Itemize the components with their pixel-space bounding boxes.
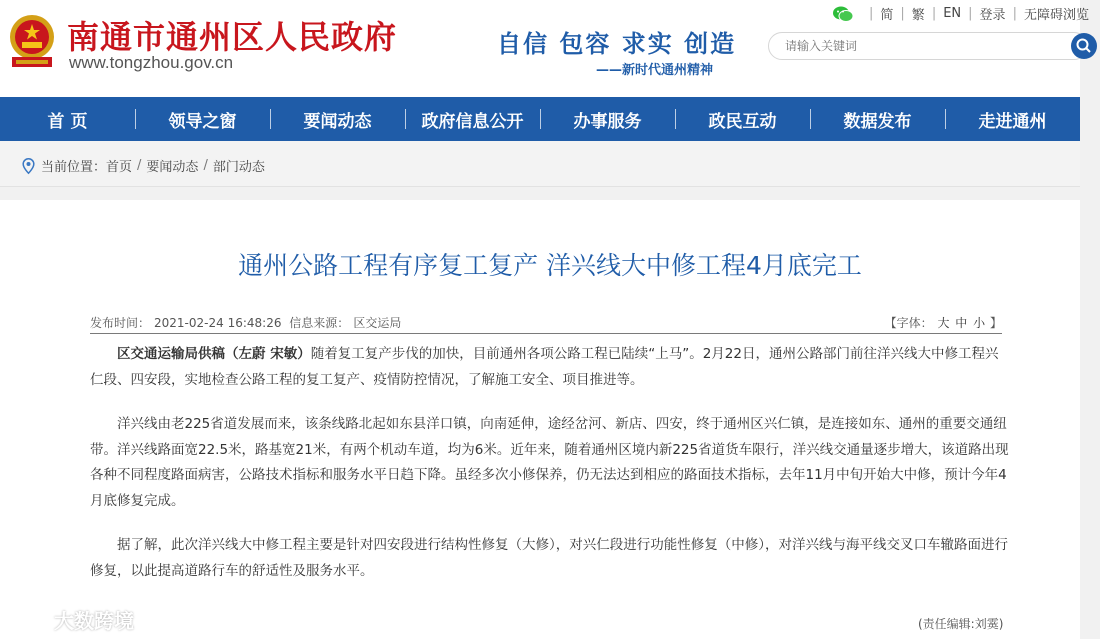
breadcrumb-separator: / <box>137 158 142 173</box>
nav-item-interaction[interactable]: 政民互动 <box>675 97 810 141</box>
login-link[interactable]: 登录 <box>979 8 1006 23</box>
font-size-close: 】 <box>989 316 1002 330</box>
font-size-large[interactable]: 大 <box>937 316 950 330</box>
font-size-small[interactable]: 小 <box>973 316 986 330</box>
site-name[interactable]: 南通市通州区人民政府 <box>67 18 398 56</box>
responsible-editor: (责任编辑:刘霙) <box>918 617 1004 631</box>
article-paragraph <box>90 342 1010 393</box>
top-links <box>832 4 1089 23</box>
font-size-label: 【字体： <box>884 316 933 330</box>
nav-item-services[interactable]: 办事服务 <box>540 97 675 141</box>
article-lead-byline: 区交通运输局供稿（左蔚 宋敏） <box>117 346 311 362</box>
search-button[interactable] <box>1071 33 1097 59</box>
top-link-separator: | <box>1012 6 1017 21</box>
accessibility-link[interactable]: 无障碍浏览 <box>1023 8 1089 23</box>
traditional-chinese-link[interactable]: 繁 <box>911 8 925 23</box>
search-icon <box>1071 33 1097 59</box>
article-title: 通州公路工程有序复工复产 洋兴线大中修工程4月底完工 <box>238 251 862 280</box>
english-link[interactable]: EN <box>943 6 962 21</box>
breadcrumb-department-news[interactable]: 部门动态 <box>212 160 265 175</box>
nav-item-gov-info[interactable]: 政府信息公开 <box>405 97 540 141</box>
source-value: 区交运局 <box>353 316 402 330</box>
site-header <box>0 0 1089 97</box>
nav-item-data[interactable]: 数据发布 <box>810 97 945 141</box>
location-pin-icon <box>22 158 35 174</box>
slogan-subtitle: ——新时代通州精神 <box>596 63 714 78</box>
nav-item-about[interactable]: 走进通州 <box>945 97 1080 141</box>
font-size-medium[interactable]: 中 <box>955 316 968 330</box>
watermark-text: 大数跨境 <box>54 609 134 633</box>
breadcrumb-separator: / <box>203 158 208 173</box>
article-paragraph-text: 随着复工复产步伐的加快，目前通州各项公路工程已陆续“上马”。2月22日，通州公路部门前往洋兴线大中修工程兴仁段、四安段，实地检查公路工程的复工复产、疫情防控情况，了解施工安全、项目推进等。 <box>90 346 999 388</box>
font-size-control <box>885 314 1002 331</box>
breadcrumb-news[interactable]: 要闻动态 <box>146 160 199 175</box>
simplified-chinese-link[interactable]: 简 <box>880 8 894 23</box>
published-label: 发布时间： <box>90 316 151 330</box>
nav-item-leaders[interactable]: 领导之窗 <box>135 97 270 141</box>
search-input[interactable] <box>769 33 1049 59</box>
top-link-separator: | <box>869 6 874 21</box>
published-time: 2021-02-24 16:48:26 <box>154 316 282 330</box>
breadcrumb <box>22 156 265 175</box>
national-emblem-icon <box>6 13 58 71</box>
article-paragraph: 洋兴线由老225省道发展而来，该条线路北起如东县洋口镇，向南延伸，途经岔河、新店、四安，终于通州区兴仁镇，是连接如东、通州的重要交通纽带。洋兴线路面宽22.5米，路基宽21米，有两个机动车道，均为6米。近年来，随着通州区境内新225省道货车限行，洋兴线交通量逐步增大，该道路出现各种不同程度路面病害，公路技术指标和服务水平日趋下降。虽经多次小修保养，仍无法达到相应的路面技术指标，去年11月中旬开始大中修，预计今年4月底修复完成。 <box>90 416 1009 509</box>
article-paragraph: 据了解，此次洋兴线大中修工程主要是针对四安段进行结构性修复（大修），对兴仁段进行功能性修复（中修），对洋兴线与海平线交叉口车辙路面进行修复，以此提高道路行车的舒适性及服务水平。 <box>90 537 1008 579</box>
top-link-separator: | <box>968 6 973 21</box>
nav-item-news[interactable]: 要闻动态 <box>270 97 405 141</box>
watermark <box>8 605 134 634</box>
source-label: 信息来源： <box>289 316 350 330</box>
site-url: www.tongzhou.gov.cn <box>69 53 234 72</box>
watermark-logo-icon <box>8 607 50 633</box>
article-meta <box>90 314 1002 334</box>
article-body <box>90 342 1010 603</box>
wechat-icon[interactable] <box>832 5 854 23</box>
main-nav <box>0 97 1080 141</box>
article <box>0 200 1080 639</box>
search-box <box>768 32 1088 60</box>
breadcrumb-home[interactable]: 首页 <box>106 160 133 175</box>
slogan: 自信 包容 求实 创造 <box>497 30 737 58</box>
breadcrumb-bar <box>0 141 1080 187</box>
top-link-separator: | <box>931 6 937 21</box>
top-link-separator: | <box>900 6 905 21</box>
breadcrumb-label: 当前位置： <box>41 160 107 175</box>
nav-item-home[interactable]: 首 页 <box>47 111 88 132</box>
